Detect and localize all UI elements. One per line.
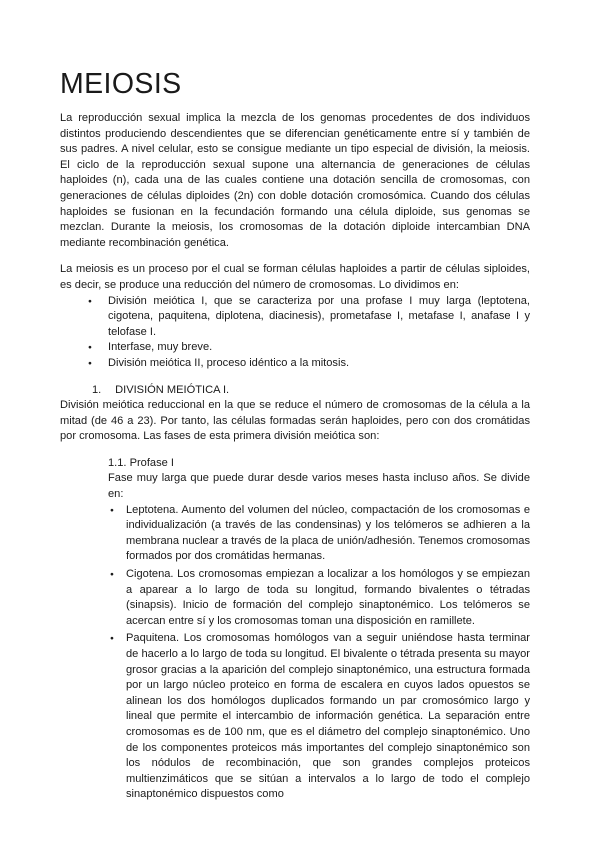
section-heading [60, 383, 530, 399]
section-text: División meiótica reduccional en la que se reduce el número de cromosomas de la célula a la mitad (de 46 a 23). Por tanto, las células formadas serán haploides, pero con dos cromátidas por cromosoma. Las fases de esta primera división meiótica son: [60, 399, 530, 443]
meiosis-paragraph: La meiosis es un proceso por el cual se forman células haploides a partir de células siploides, es decir, se produce una reducción del número de cromosomas. Lo dividimos en: [60, 263, 530, 291]
profase-list [108, 503, 530, 803]
spacer [60, 372, 530, 383]
list-item: ● Cigotena. Los cromosomas empiezan a localizar a los homólogos y se empiezan a aparear a lo largo de toda su longitud, formando bivalentes o tétradas (sinapsis). Inicio de formación del complejo sinaptonémico. Los telómeros se acercan entre sí y los cromosomas toman una disposición en ramillete. [126, 567, 530, 629]
page-title: MEIOSIS [60, 68, 182, 100]
list-item: ● División meiótica I, que se caracteriza por una profase I muy larga (leptotena, cigotena, paquitena, diplotena, diacinesis), prometafase I, metafase I, anafase I y telofase I. [108, 294, 530, 341]
subsection-text: Fase muy larga que puede durar desde varios meses hasta incluso años. Se divide en: [108, 472, 530, 501]
meiosis-list [60, 294, 530, 372]
subsection-heading: 1.1. Profase I [108, 456, 174, 469]
subsection [60, 456, 530, 803]
list-item: ● Interfase, muy breve. [108, 340, 530, 356]
intro-paragraph: La reproducción sexual implica la mezcla de los genomas procedentes de dos individuos distintos produciendo descendientes que se diferencian genéticamente entre sí y también de sus padres. A nivel celular, esto se consigue mediante un tipo especial de división, la meiosis. El ciclo de la reproducción sexual supone una alternancia de generaciones de células haploides (n), cada una de las cuales contiene una dotación sencilla de cromosomas, con generaciones de células diploides (2n) con doble dotación cromosómica. Cuando dos células haploides se fusionan en la fecundación formando una célula diploide, sus genomas se mezclan. Durante la meiosis, los cromosomas de la dotación diploide intercambian DNA mediante recombinación genética. [60, 112, 530, 249]
section-title: DIVISIÓN MEIÓTICA I. [115, 383, 230, 396]
spacer [60, 251, 530, 262]
document-page [60, 62, 530, 805]
list-item: ● Paquitena. Los cromosomas homólogos van a seguir uniéndose hasta terminar de hacerlo a lo largo de toda su longitud. El bivalente o tétrada presenta su mayor grosor gracias a la aparición del complejo sinaptonémico, una estructura formada por un largo núcleo proteico en forma de escalera en cuyos lados opuestos se alinean los dos homólogos duplicados formando un par cromosómico largo y lineal que permite el intercambio de información genética. La separación entre cromosomas es de 100 nm, que es el diámetro del complejo sinaptonémico. Uno de los componentes proteicos más importantes del complejo sinaptonémico son los nódulos de recombinación, que son grandes complejos proteicos multienzimáticos que se sitúan a intervalos a lo largo de todo el complejo sinaptonémico dispuestos como [126, 631, 530, 803]
list-item: ● División meiótica II, proceso idéntico a la mitosis. [108, 356, 530, 372]
section-number: 1. [92, 383, 102, 396]
spacer [60, 445, 530, 456]
list-item: ● Leptotena. Aumento del volumen del núcleo, compactación de los cromosomas e individualización (a través de las condensinas) y los telómeros se adhieren a la membrana nuclear a través de la placa de unión/adhesión. Tenemos cromosomas formados por dos cromátidas hermanas. [126, 503, 530, 565]
